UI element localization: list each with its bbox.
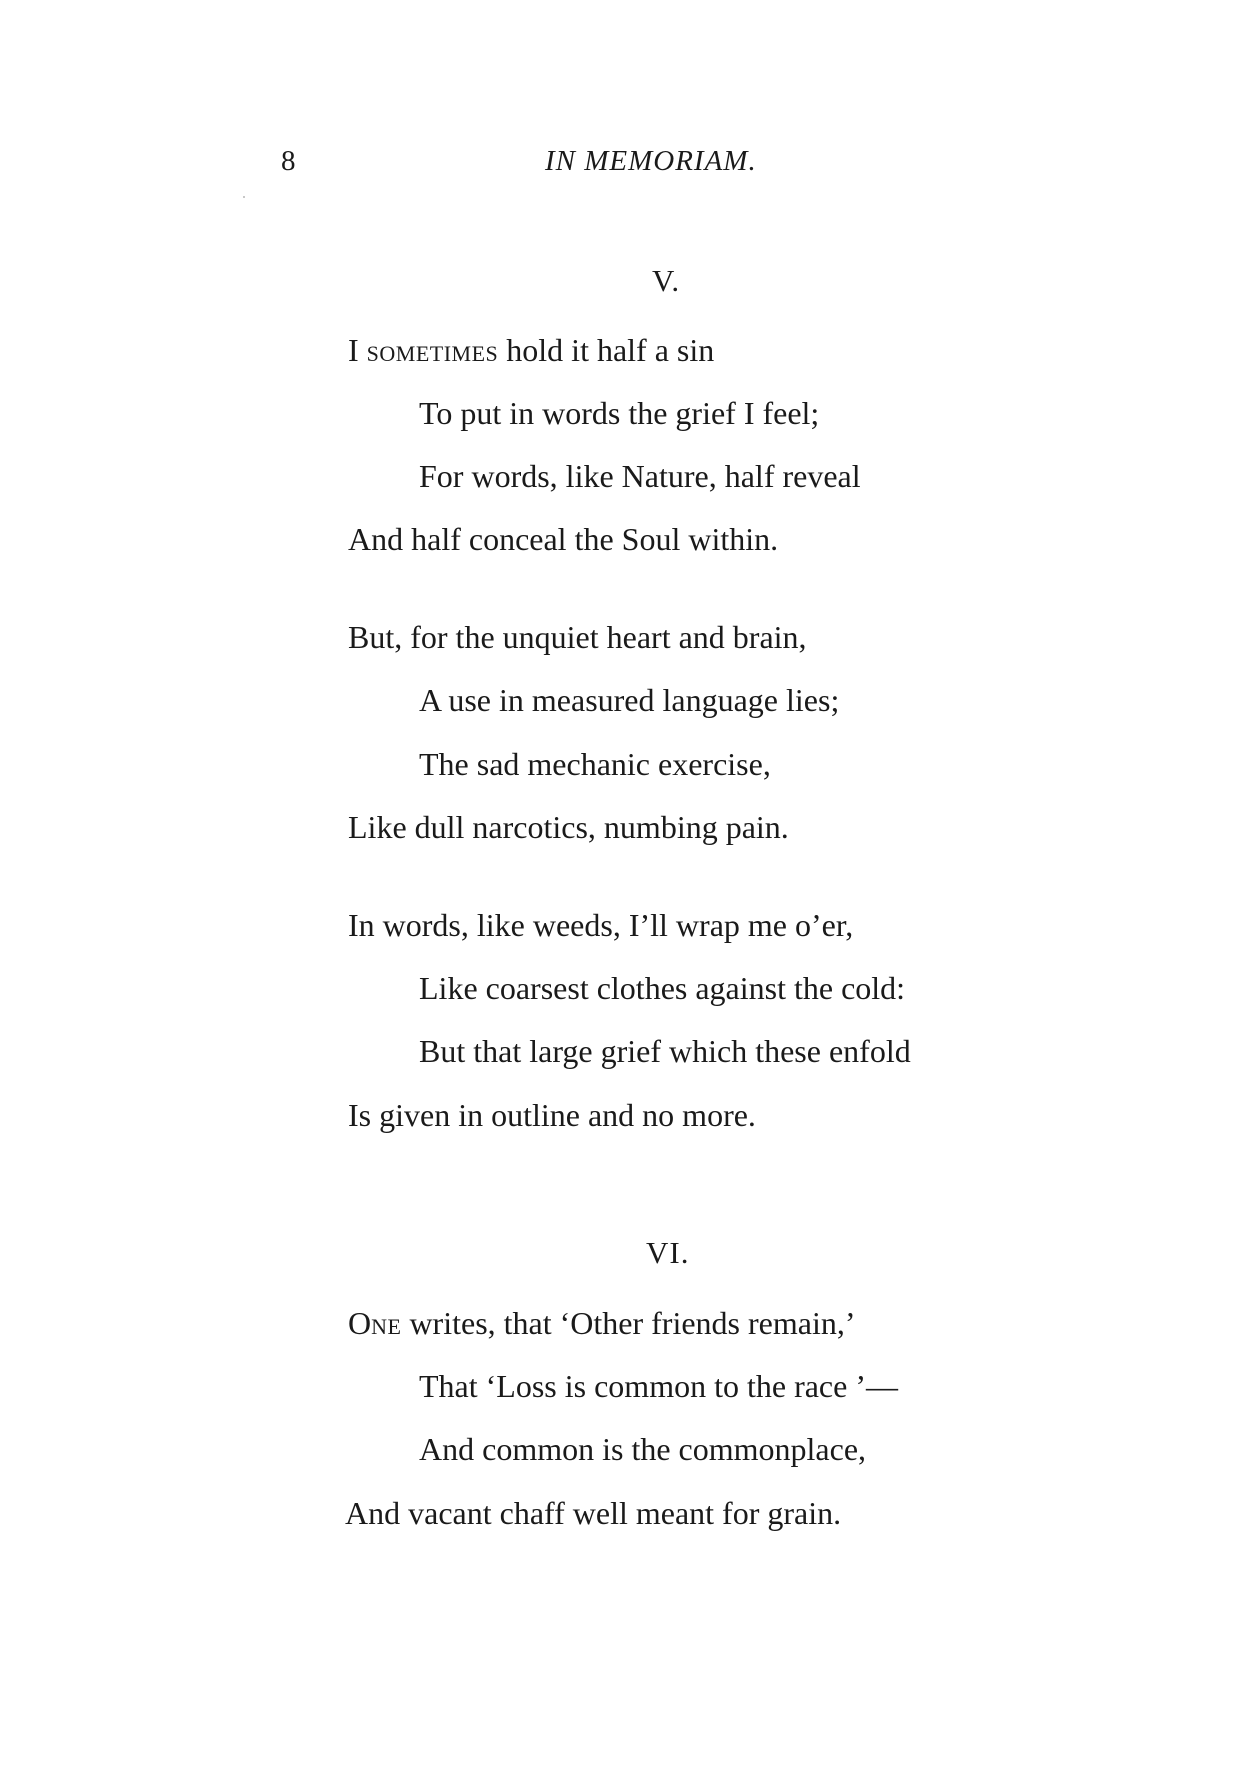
verse-line [348,330,714,370]
verse-line-lead: O [348,1305,372,1341]
verse-line-small-caps: ne [371,1305,402,1341]
verse-line: And common is the commonplace, [419,1431,867,1467]
verse-line-small-caps: sometimes [366,332,499,368]
verse-line: That ‘Loss is common to the race ’— [419,1368,898,1404]
canto-numeral-vi: VI. [646,1235,690,1270]
verse-line-rest: hold it half a sin [498,332,715,368]
verse-line: To put in words the grief I feel; [419,395,820,431]
verse-line: For words, like Nature, half reveal [419,458,861,494]
verse-line [348,1303,856,1343]
verse-line-lead: I [348,332,367,368]
paper-speck [243,196,245,198]
verse-line: The sad mechanic exercise, [419,746,771,782]
verse-line: Like dull narcotics, numbing pain. [348,809,789,845]
verse-line: Is given in outline and no more. [348,1097,756,1133]
verse-line: And half conceal the Soul within. [348,521,779,557]
verse-line: A use in measured language lies; [419,682,840,718]
running-title: IN MEMORIAM. [545,145,757,177]
verse-line: But that large grief which these enfold [419,1033,911,1069]
verse-line-rest: writes, that ‘Other friends remain,’ [401,1305,856,1341]
verse-line: Like coarsest clothes against the cold: [419,970,906,1006]
page-number: 8 [281,145,296,177]
verse-line: In words, like weeds, I’ll wrap me o’er, [348,907,854,943]
canto-numeral-v: V. [652,263,681,298]
verse-line: But, for the unquiet heart and brain, [348,619,807,655]
verse-line: And vacant chaff well meant for grain. [345,1495,842,1531]
